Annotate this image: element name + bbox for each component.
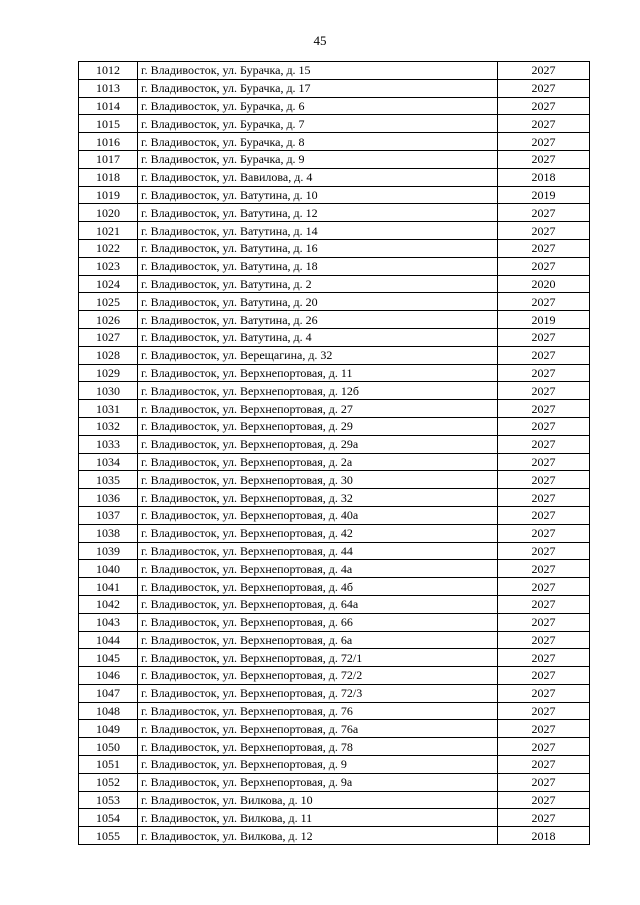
row-year: 2027	[498, 382, 590, 400]
table-row	[79, 62, 590, 80]
table-row	[79, 489, 590, 507]
row-number: 1020	[79, 204, 138, 222]
row-year: 2027	[498, 400, 590, 418]
row-year: 2027	[498, 809, 590, 827]
table-row	[79, 756, 590, 774]
row-year: 2027	[498, 684, 590, 702]
row-address: г. Владивосток, ул. Верхнепортовая, д. 4а	[138, 560, 498, 578]
table-row	[79, 720, 590, 738]
row-year: 2027	[498, 79, 590, 97]
row-year: 2027	[498, 738, 590, 756]
row-year: 2027	[498, 115, 590, 133]
row-number: 1015	[79, 115, 138, 133]
row-number: 1049	[79, 720, 138, 738]
row-year: 2027	[498, 417, 590, 435]
row-year: 2027	[498, 649, 590, 667]
row-address: г. Владивосток, ул. Верхнепортовая, д. 32	[138, 489, 498, 507]
row-address: г. Владивосток, ул. Верхнепортовая, д. 72/2	[138, 667, 498, 685]
row-address: г. Владивосток, ул. Верхнепортовая, д. 2а	[138, 453, 498, 471]
row-address: г. Владивосток, ул. Бурачка, д. 7	[138, 115, 498, 133]
row-number: 1016	[79, 133, 138, 151]
table-row	[79, 204, 590, 222]
table-row	[79, 773, 590, 791]
row-address: г. Владивосток, ул. Ватутина, д. 12	[138, 204, 498, 222]
row-address: г. Владивосток, ул. Верхнепортовая, д. 4б	[138, 578, 498, 596]
row-number: 1012	[79, 62, 138, 80]
row-address: г. Владивосток, ул. Верхнепортовая, д. 12б	[138, 382, 498, 400]
row-number: 1014	[79, 97, 138, 115]
row-year: 2027	[498, 257, 590, 275]
table-row	[79, 293, 590, 311]
row-number: 1024	[79, 275, 138, 293]
table-row	[79, 613, 590, 631]
row-year: 2027	[498, 578, 590, 596]
table-row	[79, 435, 590, 453]
row-address: г. Владивосток, ул. Ватутина, д. 16	[138, 239, 498, 257]
row-year: 2019	[498, 311, 590, 329]
row-year: 2027	[498, 293, 590, 311]
row-address: г. Владивосток, ул. Вилкова, д. 10	[138, 791, 498, 809]
row-year: 2027	[498, 631, 590, 649]
row-number: 1046	[79, 667, 138, 685]
row-address: г. Владивосток, ул. Верхнепортовая, д. 72/1	[138, 649, 498, 667]
table-row	[79, 382, 590, 400]
row-year: 2027	[498, 542, 590, 560]
row-number: 1022	[79, 239, 138, 257]
row-number: 1023	[79, 257, 138, 275]
table-row	[79, 168, 590, 186]
table-row	[79, 827, 590, 845]
row-number: 1035	[79, 471, 138, 489]
row-number: 1025	[79, 293, 138, 311]
table-row	[79, 524, 590, 542]
table-row	[79, 417, 590, 435]
table-row	[79, 275, 590, 293]
row-year: 2027	[498, 435, 590, 453]
row-address: г. Владивосток, ул. Верещагина, д. 32	[138, 346, 498, 364]
table-row	[79, 400, 590, 418]
row-address: г. Владивосток, ул. Верхнепортовая, д. 29а	[138, 435, 498, 453]
table-row	[79, 595, 590, 613]
row-year: 2027	[498, 791, 590, 809]
row-year: 2027	[498, 667, 590, 685]
row-number: 1048	[79, 702, 138, 720]
row-number: 1039	[79, 542, 138, 560]
row-address: г. Владивосток, ул. Верхнепортовая, д. 72/3	[138, 684, 498, 702]
row-year: 2027	[498, 773, 590, 791]
table-row	[79, 471, 590, 489]
row-address: г. Владивосток, ул. Вавилова, д. 4	[138, 168, 498, 186]
row-year: 2027	[498, 613, 590, 631]
table-row	[79, 809, 590, 827]
row-year: 2027	[498, 453, 590, 471]
row-number: 1045	[79, 649, 138, 667]
row-address: г. Владивосток, ул. Бурачка, д. 17	[138, 79, 498, 97]
row-address: г. Владивосток, ул. Ватутина, д. 26	[138, 311, 498, 329]
row-number: 1026	[79, 311, 138, 329]
row-number: 1028	[79, 346, 138, 364]
row-year: 2027	[498, 720, 590, 738]
address-table-body	[79, 62, 590, 845]
row-number: 1055	[79, 827, 138, 845]
row-address: г. Владивосток, ул. Бурачка, д. 6	[138, 97, 498, 115]
row-year: 2027	[498, 222, 590, 240]
row-year: 2018	[498, 827, 590, 845]
row-number: 1033	[79, 435, 138, 453]
row-year: 2027	[498, 756, 590, 774]
row-number: 1054	[79, 809, 138, 827]
row-address: г. Владивосток, ул. Ватутина, д. 10	[138, 186, 498, 204]
row-address: г. Владивосток, ул. Верхнепортовая, д. 64а	[138, 595, 498, 613]
table-row	[79, 150, 590, 168]
table-row	[79, 328, 590, 346]
row-year: 2019	[498, 186, 590, 204]
row-number: 1042	[79, 595, 138, 613]
row-number: 1019	[79, 186, 138, 204]
table-row	[79, 684, 590, 702]
row-address: г. Владивосток, ул. Ватутина, д. 14	[138, 222, 498, 240]
row-year: 2027	[498, 595, 590, 613]
row-address: г. Владивосток, ул. Верхнепортовая, д. 6а	[138, 631, 498, 649]
row-address: г. Владивосток, ул. Ватутина, д. 20	[138, 293, 498, 311]
table-row	[79, 239, 590, 257]
row-number: 1029	[79, 364, 138, 382]
table-row	[79, 133, 590, 151]
table-row	[79, 649, 590, 667]
row-address: г. Владивосток, ул. Верхнепортовая, д. 30	[138, 471, 498, 489]
row-number: 1044	[79, 631, 138, 649]
table-row	[79, 257, 590, 275]
row-number: 1047	[79, 684, 138, 702]
table-row	[79, 578, 590, 596]
table-row	[79, 186, 590, 204]
table-row	[79, 738, 590, 756]
table-row	[79, 97, 590, 115]
row-address: г. Владивосток, ул. Бурачка, д. 15	[138, 62, 498, 80]
row-address: г. Владивосток, ул. Верхнепортовая, д. 29	[138, 417, 498, 435]
table-row	[79, 453, 590, 471]
row-number: 1013	[79, 79, 138, 97]
table-row	[79, 631, 590, 649]
row-number: 1027	[79, 328, 138, 346]
row-address: г. Владивосток, ул. Ватутина, д. 18	[138, 257, 498, 275]
row-address: г. Владивосток, ул. Бурачка, д. 9	[138, 150, 498, 168]
row-year: 2027	[498, 239, 590, 257]
table-row	[79, 346, 590, 364]
row-number: 1021	[79, 222, 138, 240]
row-address: г. Владивосток, ул. Вилкова, д. 11	[138, 809, 498, 827]
row-year: 2027	[498, 524, 590, 542]
table-row	[79, 115, 590, 133]
table-row	[79, 667, 590, 685]
row-address: г. Владивосток, ул. Верхнепортовая, д. 76а	[138, 720, 498, 738]
row-year: 2027	[498, 204, 590, 222]
row-year: 2027	[498, 62, 590, 80]
row-year: 2027	[498, 702, 590, 720]
row-year: 2027	[498, 471, 590, 489]
row-number: 1034	[79, 453, 138, 471]
row-year: 2027	[498, 364, 590, 382]
row-number: 1037	[79, 506, 138, 524]
row-year: 2027	[498, 133, 590, 151]
address-table	[78, 61, 590, 845]
row-year: 2027	[498, 150, 590, 168]
row-address: г. Владивосток, ул. Верхнепортовая, д. 40а	[138, 506, 498, 524]
table-row	[79, 702, 590, 720]
row-number: 1051	[79, 756, 138, 774]
row-year: 2027	[498, 328, 590, 346]
row-address: г. Владивосток, ул. Верхнепортовая, д. 27	[138, 400, 498, 418]
row-address: г. Владивосток, ул. Верхнепортовая, д. 42	[138, 524, 498, 542]
row-address: г. Владивосток, ул. Ватутина, д. 4	[138, 328, 498, 346]
table-row	[79, 506, 590, 524]
row-number: 1052	[79, 773, 138, 791]
row-number: 1041	[79, 578, 138, 596]
row-address: г. Владивосток, ул. Верхнепортовая, д. 44	[138, 542, 498, 560]
row-year: 2027	[498, 506, 590, 524]
row-number: 1053	[79, 791, 138, 809]
row-number: 1050	[79, 738, 138, 756]
row-number: 1031	[79, 400, 138, 418]
row-year: 2027	[498, 346, 590, 364]
row-number: 1018	[79, 168, 138, 186]
row-address: г. Владивосток, ул. Бурачка, д. 8	[138, 133, 498, 151]
row-address: г. Владивосток, ул. Верхнепортовая, д. 66	[138, 613, 498, 631]
row-address: г. Владивосток, ул. Верхнепортовая, д. 9а	[138, 773, 498, 791]
row-address: г. Владивосток, ул. Верхнепортовая, д. 11	[138, 364, 498, 382]
table-row	[79, 311, 590, 329]
table-row	[79, 79, 590, 97]
row-number: 1038	[79, 524, 138, 542]
row-address: г. Владивосток, ул. Верхнепортовая, д. 76	[138, 702, 498, 720]
row-address: г. Владивосток, ул. Ватутина, д. 2	[138, 275, 498, 293]
row-year: 2027	[498, 489, 590, 507]
row-number: 1030	[79, 382, 138, 400]
table-row	[79, 560, 590, 578]
table-row	[79, 791, 590, 809]
page-number: 45	[313, 33, 327, 48]
table-row	[79, 364, 590, 382]
row-number: 1036	[79, 489, 138, 507]
row-year: 2027	[498, 560, 590, 578]
table-row	[79, 542, 590, 560]
row-number: 1032	[79, 417, 138, 435]
row-address: г. Владивосток, ул. Верхнепортовая, д. 78	[138, 738, 498, 756]
row-year: 2027	[498, 97, 590, 115]
row-number: 1017	[79, 150, 138, 168]
row-address: г. Владивосток, ул. Верхнепортовая, д. 9	[138, 756, 498, 774]
table-row	[79, 222, 590, 240]
row-number: 1040	[79, 560, 138, 578]
row-number: 1043	[79, 613, 138, 631]
row-address: г. Владивосток, ул. Вилкова, д. 12	[138, 827, 498, 845]
row-year: 2018	[498, 168, 590, 186]
row-year: 2020	[498, 275, 590, 293]
